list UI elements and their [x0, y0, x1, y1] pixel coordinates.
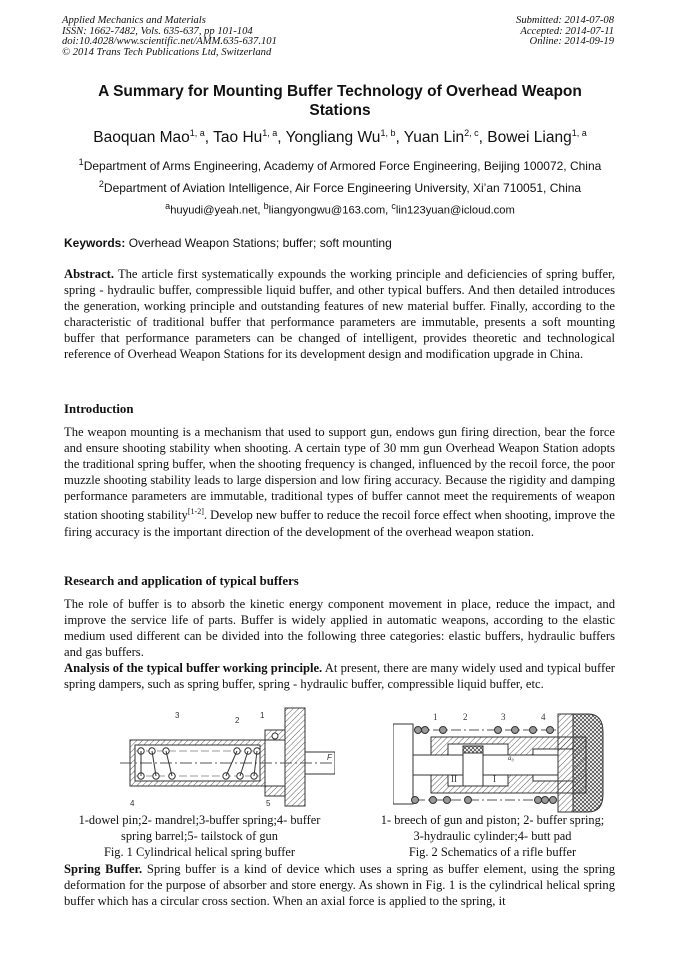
- abstract: Abstract. The article first systematically expounds the working principle and deficiencies of spring buffer, spring - hydraulic buffer, compressible liquid buffer, and other typical buffers. And then detailed introduces the generation, working principle and outstanding features of new material buffer. Finally, according to the characteristic of traditional buffer that performance parameters are immutable, presents a soft mounting buffer that performance parameters can be changed of intelligent, provides theoretic and technological reference of Overhead Weapon Stations for its development design and modification upgrade in China.: [64, 267, 615, 362]
- online-date: Online: 2014-09-19: [529, 36, 614, 48]
- citation[interactable]: [1-2]: [187, 507, 204, 517]
- figure-1-legend: spring barrel;5- tailstock of gun: [121, 829, 278, 843]
- email-link[interactable]: liangyongwu@163.com,: [268, 204, 392, 217]
- journal-header: [62, 16, 277, 58]
- svg-text:5: 5: [266, 799, 271, 808]
- introduction-heading: Introduction: [64, 402, 134, 416]
- accepted-date: Accepted: 2014-07-11: [520, 25, 614, 37]
- figure-2-caption: Fig. 2 Schematics of a rifle buffer: [408, 845, 577, 859]
- affiliation-2: $^2$Department of Aviation Intelligence, Air Force Engineering University, Xi’an 710051, China: [98, 179, 582, 195]
- figure-2-caption-block: [350, 812, 635, 860]
- figure-1-caption: Fig. 1 Cylindrical helical spring buffer: [103, 845, 296, 859]
- research-text: The role of buffer is to absorb the kinetic energy component movement in place, reduce the impact, and improve the service life of parts. Buffer is widely applied in automatic weapons, according to the elastic medium used different can be divided into the following three categories: elastic buffers, hydraulic buffers and gas buffers. Analysis of the typical buffer working principle. At present, there are many widely used and typical buffer spring dampers, such as spring buffer, spring - hydraulic buffer, compressible liquid buffer, etc.: [64, 597, 615, 692]
- title-line-1: A Summary for Mounting Buffer Technology of Overhead Weapon: [98, 83, 582, 100]
- author: Yuan Lin$^{2, c}$: [403, 128, 479, 147]
- svg-text:2: 2: [463, 712, 468, 722]
- figure-2-rifle-buffer-diagram: [393, 712, 608, 814]
- journal-name: Applied Mechanics and Materials: [62, 15, 206, 26]
- author: Yongliang Wu$^{1, b}$: [285, 128, 396, 147]
- svg-text:F: F: [327, 753, 332, 762]
- email-link[interactable]: huyudi@yeah.net,: [170, 204, 264, 217]
- figure-1-spring-buffer-diagram: [120, 706, 335, 810]
- figure-2-legend: 3-hydraulic cylinder;4- butt pad: [413, 829, 572, 843]
- author: Bowei Liang$^{1, a}$: [487, 128, 587, 147]
- doi: doi:10.4028/www.scientific.net/AMM.635-637.101: [62, 36, 277, 48]
- submitted-date: Submitted: 2014-07-08: [516, 15, 614, 26]
- svg-text:3: 3: [175, 711, 180, 720]
- svg-text:3: 3: [501, 712, 506, 722]
- research-heading: Research and application of typical buffers: [64, 574, 299, 588]
- copyright: © 2014 Trans Tech Publications Ltd, Switzerland: [62, 46, 272, 58]
- spring-buffer-text: Spring Buffer. Spring buffer is a kind of device which uses a spring as buffer element, using the spring deformation for the purpose of absorber and store energy. As shown in Fig. 1 is the cylindrical helical spring buffer which has a circular cross section. When an axial force is applied to the spring, it: [64, 862, 615, 909]
- svg-text:4: 4: [130, 799, 135, 808]
- svg-text:1: 1: [433, 712, 438, 722]
- email-link[interactable]: lin123yuan@icloud.com: [395, 204, 515, 217]
- figure-1-caption-block: [58, 812, 341, 860]
- email-list: $^a$huyudi@yeah.net, $^b$liangyongwu@163.com, $^c$lin123yuan@icloud.com: [165, 201, 515, 217]
- author: Tao Hu$^{1, a}$: [213, 128, 278, 147]
- dates-header: [516, 16, 614, 48]
- figure-1-legend: 1-dowel pin;2- mandrel;3-buffer spring;4- buffer: [78, 813, 321, 827]
- title-line-2: Stations: [309, 102, 371, 119]
- author-list: Baoquan Mao$^{1, a}$, Tao Hu$^{1, a}$, Yongliang Wu$^{1, b}$, Yuan Lin$^{2, c}$, Bowei Liang$^{1, a}$: [93, 128, 587, 147]
- svg-text:II: II: [451, 774, 457, 784]
- svg-text:I: I: [493, 774, 496, 784]
- keywords: Keywords: Overhead Weapon Stations; buffer; soft mounting: [64, 236, 392, 250]
- introduction-text: The weapon mounting is a mechanism that used to support gun, endows gun firing direction, bear the force and ensure shooting stability when shooting. A certain type of 30 mm gun Overhead Weapon Station adopts the traditional spring buffer, when the shooting frequency is changed, influenced by the recoil force, the poor muzzle shooting stability leads to large dispersion and low firing accuracy. Because the rigidity and damping performance parameters are immutable, traditional types of buffer cannot meet the requirements of weapon station shooting stability[1-2]. Develop new buffer to reduce the recoil force effect when shooting, improve the firing accuracy is the important direction of the development of the overhead weapon station.: [64, 425, 616, 539]
- affiliation-1: $^1$Department of Arms Engineering, Academy of Armored Force Engineering, Beijing 100072, China: [78, 157, 602, 173]
- figure-2-legend: 1- breech of gun and piston; 2- buffer spring;: [380, 813, 605, 827]
- svg-text:4: 4: [541, 712, 546, 722]
- issn: ISSN: 1662-7482, Vols. 635-637, pp 101-104: [62, 25, 253, 37]
- svg-text:a₀: a₀: [508, 754, 514, 762]
- author: Baoquan Mao$^{1, a}$: [93, 128, 205, 147]
- svg-text:2: 2: [235, 716, 240, 725]
- paper-title: [40, 82, 640, 120]
- svg-text:1: 1: [260, 711, 265, 720]
